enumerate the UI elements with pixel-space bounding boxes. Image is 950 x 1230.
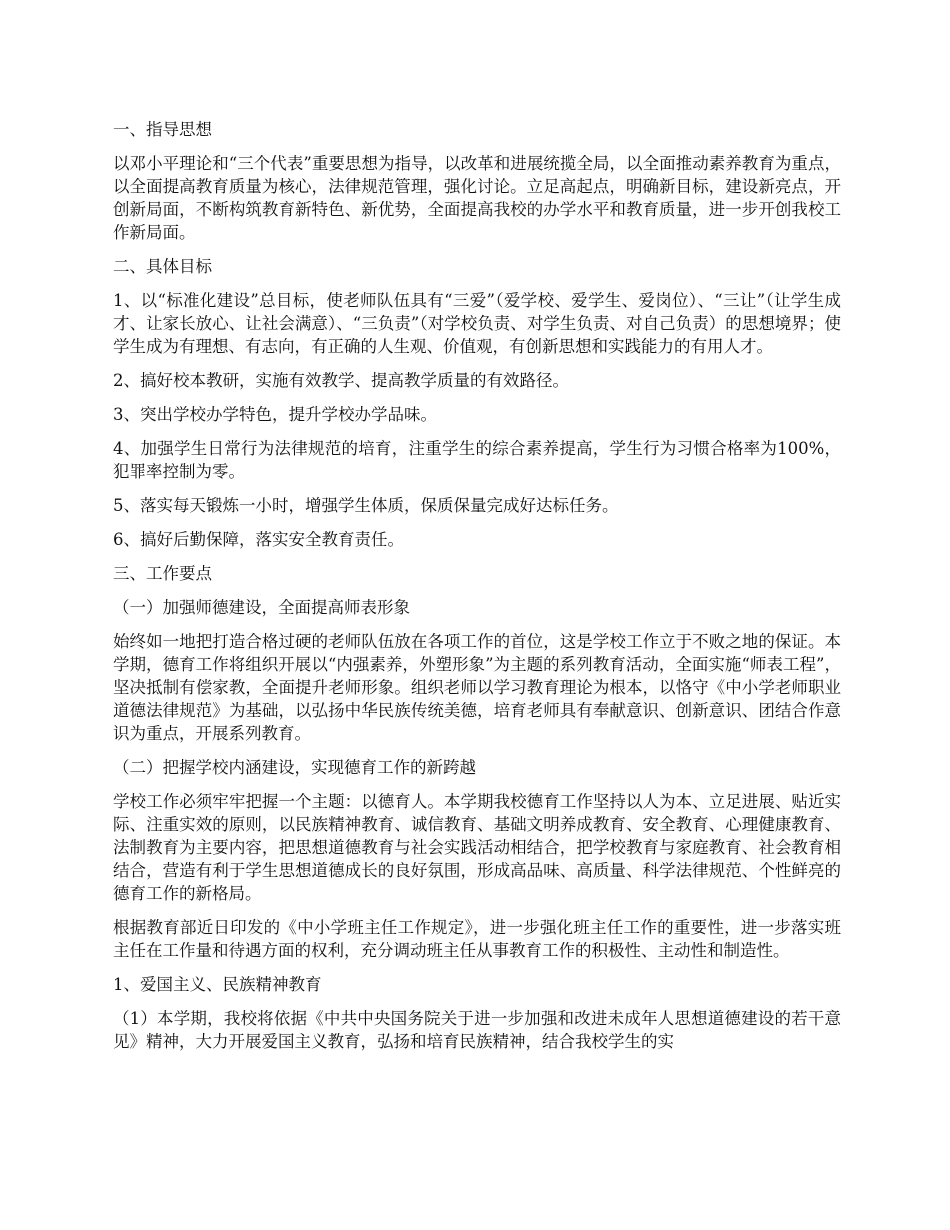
section-heading-specific-goals: 二、具体目标 [113, 257, 212, 276]
section-heading-work-points: 三、工作要点 [113, 564, 212, 583]
goal-item-4: 4、加强学生日常行为法律规范的培育，注重学生的综合素养提高，学生行为习惯合格率为100%，犯罪率控制为零。 [113, 439, 841, 481]
paragraph-guiding-thought: 以邓小平理论和“三个代表”重要思想为指导，以改革和进展统揽全局，以全面推动素养教育为重点，以全面提高教育质量为核心，法律规范管理，强化讨论。立足高起点，明确新目标，建设新亮点，开创新局面，不断构筑教育新特色、新优势，全面提高我校的办学水平和教育质量，进一步开创我校工作新局面。 [113, 154, 841, 242]
item-heading-patriotism: 1、爱国主义、民族精神教育 [113, 975, 322, 994]
paragraph-teacher-ethics: 始终如一地把打造合格过硬的老师队伍放在各项工作的首位，这是学校工作立于不败之地的保证。本学期，德育工作将组织开展以“内强素养，外塑形象”为主题的系列教育活动，全面实施“师表工程”，坚决抵制有偿家教，全面提升老师形象。组织老师以学习教育理论为根本，以恪守《中小学老师职业道德法律规范》为基础，以弘扬中华民族传统美德，培育老师具有奉献意识、创新意识、团结合作意识为重点，开展系列教育。 [113, 632, 841, 743]
paragraph-patriotism-1: （1）本学期，我校将依据《中共中央国务院关于进一步加强和改进未成年人思想道德建设的若干意见》精神，大力开展爱国主义教育，弘扬和培育民族精神，结合我校学生的实 [113, 1009, 841, 1051]
goal-item-6: 6、搞好后勤保障，落实安全教育责任。 [113, 530, 404, 549]
goal-item-3: 3、突出学校办学特色，提升学校办学品味。 [113, 405, 437, 424]
paragraph-moral-education: 学校工作必须牢牢把握一个主题：以德育人。本学期我校德育工作坚持以人为本、立足进展、贴近实际、注重实效的原则，以民族精神教育、诚信教育、基础文明养成教育、安全教育、心理健康教育、法制教育为主要内容，把思想道德教育与社会实践活动相结合，把学校教育与家庭教育、社会教育相结合，营造有利于学生思想道德成长的良好氛围，形成高品味、高质量、科学法律规范、个性鲜亮的德育工作的新格局。 [113, 792, 841, 903]
subsection-heading-moral-education: （二）把握学校内涵建设，实现德育工作的新跨越 [113, 758, 476, 777]
goal-item-2: 2、搞好校本教研，实施有效教学、提高教学质量的有效路径。 [113, 371, 569, 390]
paragraph-class-teacher-rules: 根据教育部近日印发的《中小学班主任工作规定》，进一步强化班主任工作的重要性，进一步落实班主任在工作量和待遇方面的权利，充分调动班主任从事教育工作的积极性、主动性和制造性。 [113, 918, 841, 960]
goal-item-5: 5、落实每天锻炼一小时，增强学生体质，保质保量完成好达标任务。 [113, 496, 619, 515]
document-body [113, 118, 841, 1064]
subsection-heading-teacher-ethics: （一）加强师德建设，全面提高师表形象 [113, 598, 410, 617]
goal-item-1: 1、以“标准化建设”总目标，使老师队伍具有“三爱”（爱学校、爱学生、爱岗位）、“三让”（让学生成才、让家长放心、让社会满意）、“三负责”（对学校负责、对学生负责、对自己负责）的思想境界；使学生成为有理想、有志向，有正确的人生观、价值观，有创新思想和实践能力的有用人才。 [113, 291, 841, 356]
section-heading-guiding-thought: 一、指导思想 [113, 120, 212, 139]
